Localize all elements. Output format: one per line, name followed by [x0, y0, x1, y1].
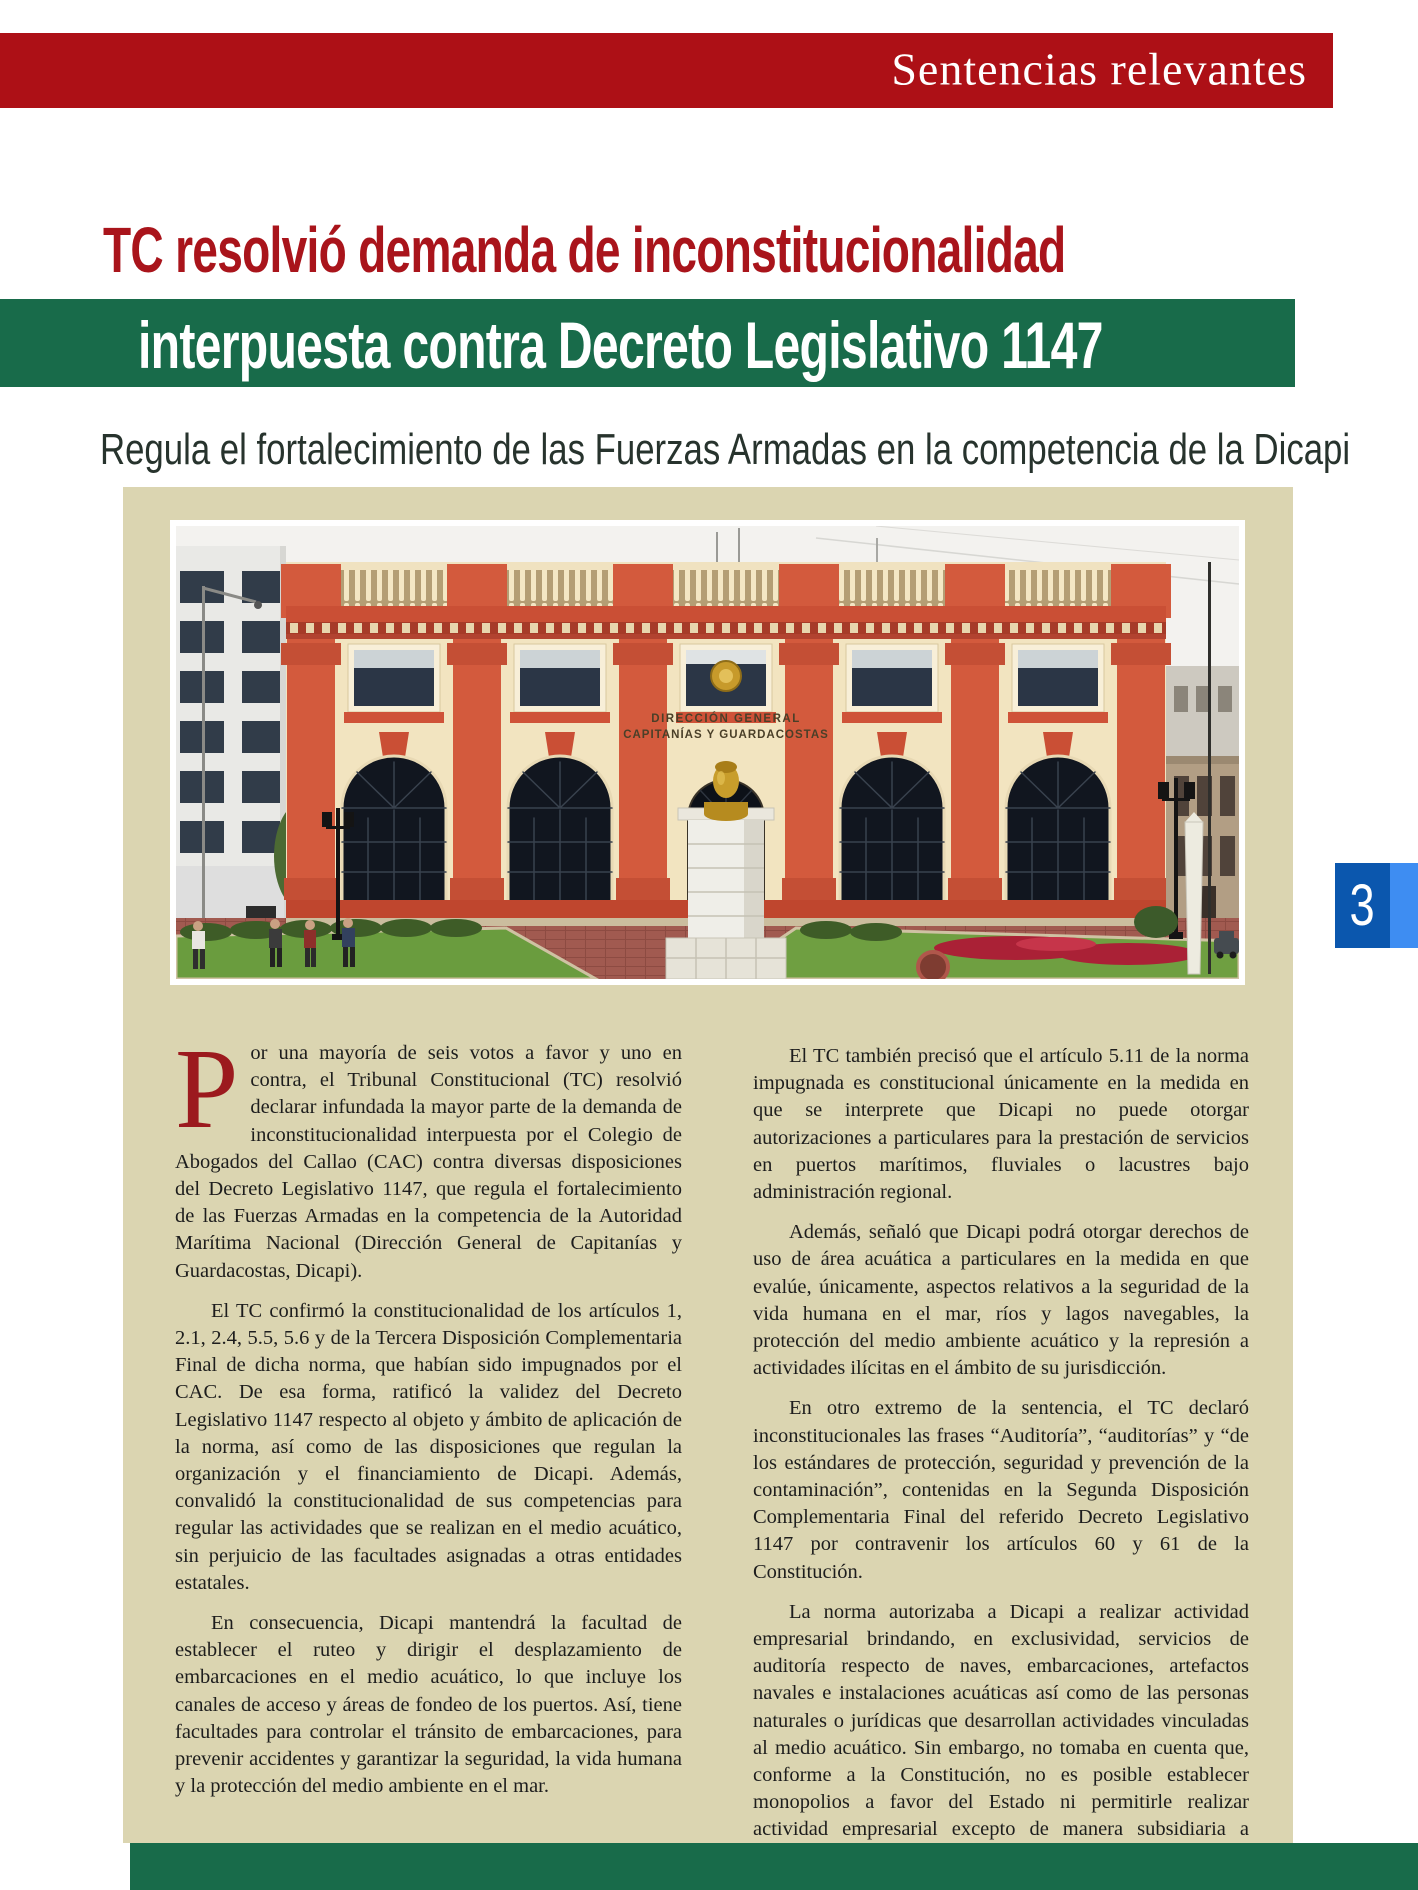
flagpole: [1208, 562, 1211, 974]
article-paragraph: [175, 1025, 682, 1285]
article-column-2: [753, 1043, 1249, 1884]
article-column-1: [175, 1025, 682, 1813]
page-tab-accent: [1390, 863, 1418, 948]
planter: [918, 952, 948, 979]
page-number: 3: [1349, 873, 1376, 938]
article-paragraph: El TC también precisó que el artículo 5.11 de la norma impugnada es constitucional únicamente en la medida en que se interprete que Dicapi no puede otorgar autorizaciones a particulares para la prestación de servicios en puertos marítimos, fluviales o lacustres bajo administración regional.: [753, 1045, 1249, 1204]
section-header-bar: [0, 33, 1333, 108]
dropcap: P: [175, 1025, 239, 1152]
article-paragraph: En consecuencia, Dicapi mantendrá la facultad de establecer el ruteo y dirigir el desplazamiento de embarcaciones en el medio acuático, lo que incluye los canales de acceso y áreas de fondeo de los puertos. Así, tiene facultades para controlar el tránsito de embarcaciones, para prevenir accidentes y garantizar la seguridad, la vida humana y la protección del medio ambiente en el mar.: [175, 1612, 682, 1798]
paragraph-text: or una mayoría de seis votos a favor y uno en contra, el Tribunal Constitucional (TC) resolvió declarar infundada la mayor parte de la demanda de inconstitucionalidad interpuesta por el Colegio de Abogados del Callao (CAC) contra diversas disposiciones del Decreto Legislativo 1147, que regula el fortalecimiento de las Fuerzas Armadas en la competencia de la Autoridad Marítima Nacional (Dirección General de Capitanías y Guardacostas, Dicapi).: [175, 1042, 682, 1282]
headline-line1: TC resolvió demanda de inconstitucionalidad: [103, 214, 1066, 286]
page-number-tab: [1335, 863, 1390, 948]
obelisk: [1185, 812, 1203, 974]
building-sign-line2: CAPITANÍAS Y GUARDACOSTAS: [623, 729, 829, 741]
bush: [1134, 906, 1178, 938]
headline-line2: interpuesta contra Decreto Legislativo 1147: [138, 308, 1103, 382]
building-photo: [170, 520, 1245, 985]
article-paragraph: El TC confirmó la constitucionalidad de los artículos 1, 2.1, 2.4, 5.5, 5.6 y de la Tercera Disposición Complementaria Final de dicha norma, que habían sido impugnados por el CAC. De esa forma, ratificó la validez del Decreto Legislativo 1147 respecto al objeto y ámbito de aplicación de la norma, así como de las disposiciones que regulan la organización y el financiamiento de Dicapi. Además, convalidó la constitucionalidad de sus competencias para regular las actividades que se realizan en el medio acuático, sin perjuicio de las facultades asignadas a otras entidades estatales.: [175, 1299, 682, 1594]
article-paragraph: La norma autorizaba a Dicapi a realizar actividad empresarial brindando, en exclusividad, servicios de auditoría respecto de naves, embarcaciones, artefactos navales e instalaciones acuáticas así como de las personas naturales o jurídicas que desarrollan actividades vinculadas al medio acuático. Sin embargo, no tomaba en cuenta que, conforme a la Constitución, no es posible establecer monopolios a favor del Estado ni permitirle realizar actividad empresarial excepto de manera subsidiaria a: [753, 1600, 1249, 1841]
building-sign-line1: DIRECCIÓN GENERAL: [651, 713, 801, 725]
article-paragraph: En otro extremo de la sentencia, el TC declaró inconstitucionales las frases “Auditoría”, “auditorías” y “de los estándares de protección, seguridad y prevención de la contaminación”, contenidas en la Segunda Disposición Complementaria Final del referido Decreto Legislativo 1147 por contravenir los artículos 60 y 61 de la Constitución.: [753, 1397, 1249, 1583]
headline-subtitle: Regula el fortalecimiento de las Fuerzas Armadas en la competencia de la Dicapi: [100, 425, 1351, 474]
left-building: [176, 546, 286, 966]
footer-bar: [130, 1843, 1418, 1890]
headline-band: [0, 299, 1295, 387]
section-title: Sentencias relevantes: [891, 42, 1307, 94]
article-paragraph: Además, señaló que Dicapi podrá otorgar derechos de uso de área acuática a particulares en la medida en que evalúe, únicamente, aspectos relativos a la seguridad de la vida humana en el mar, ríos y lagos navegables, la protección del medio ambiente acuático y la represión a actividades ilícitas en el ámbito de su jurisdicción.: [753, 1221, 1249, 1380]
